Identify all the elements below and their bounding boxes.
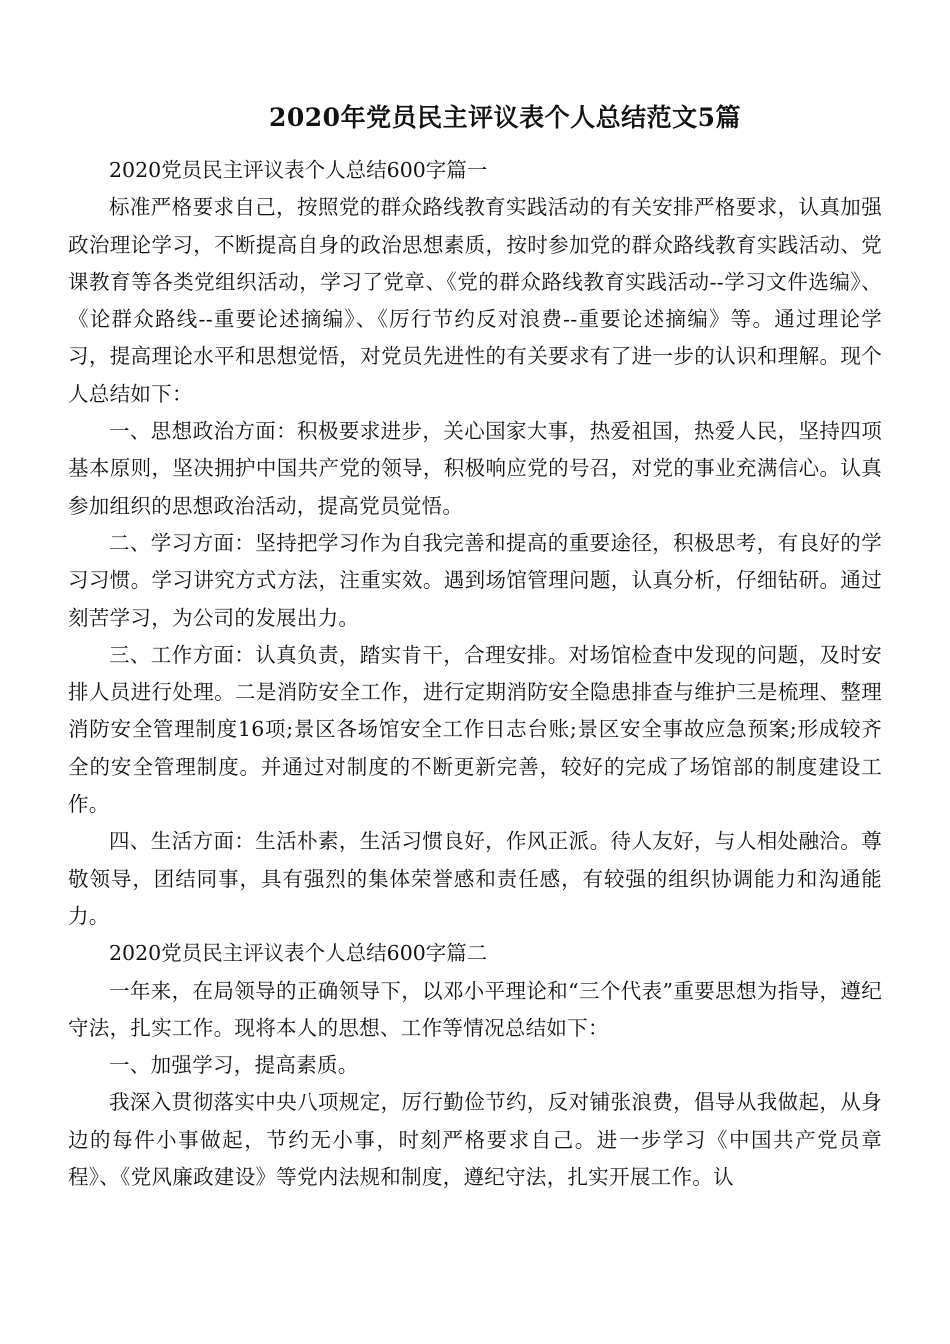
section-heading: 2020党员民主评议表个人总结600字篇一 [109, 158, 488, 182]
paragraph: 四、生活方面：生活朴素，生活习惯良好，作风正派。待人友好，与人相处融洽。尊敬领导，团结同事，具有强烈的集体荣誉感和责任感，有较强的组织协调能力和沟通能力。 [68, 829, 882, 928]
paragraph: 二、学习方面：坚持把学习作为自我完善和提高的重要途径，积极思考，有良好的学习习惯。学习讲究方式方法，注重实效。遇到场馆管理问题，认真分析，仔细钻研。通过刻苦学习，为公司的发展出力。 [68, 530, 882, 630]
document-body [68, 152, 882, 1196]
paragraph: 我深入贯彻落实中央八项规定，厉行勤俭节约，反对铺张浪费，倡导从我做起，从身边的每件小事做起，节约无小事，时刻严格要求自己。进一步学习《中国共产党员章程》、《党风廉政建设》等党内法规和制度，遵纪守法，扎实开展工作。认 [68, 1090, 882, 1190]
paragraph: 标准严格要求自己，按照党的群众路线教育实践活动的有关安排严格要求，认真加强政治理论学习，不断提高自身的政治思想素质，按时参加党的群众路线教育实践活动、党课教育等各类党组织活动，学习了党章、《党的群众路线教育实践活动--学习文件选编》、《论群众路线--重要论述摘编》、《厉行节约反对浪费--重要论述摘编》等。通过理论学习，提高理论水平和思想觉悟，对党员先进性的有关要求有了进一步的认识和理解。现个人总结如下： [68, 195, 882, 406]
paragraph: 一、思想政治方面：积极要求进步，关心国家大事，热爱祖国，热爱人民，坚持四项基本原则，坚决拥护中国共产党的领导，积极响应党的号召，对党的事业充满信心。认真参加组织的思想政治活动，提高党员觉悟。 [68, 419, 882, 518]
paragraph: 一年来，在局领导的正确领导下，以邓小平理论和“三个代表”重要思想为指导，遵纪守法，扎实工作。现将本人的思想、工作等情况总结如下： [68, 978, 882, 1040]
section-heading: 2020党员民主评议表个人总结600字篇二 [109, 941, 488, 966]
document-title: 2020年党员民主评议表个人总结范文5篇 [269, 103, 741, 132]
paragraph: 三、工作方面：认真负责，踏实肯干，合理安排。对场馆检查中发现的问题，及时安排人员进行处理。二是消防安全工作，进行定期消防安全隐患排查与维护三是梳理、整理消防安全管理制度16项;景区各场馆安全工作日志台账;景区安全事故应急预案;形成较齐全的安全管理制度。并通过对制度的不断更新完善，较好的完成了场馆部的制度建设工作。 [68, 642, 882, 817]
paragraph: 一、加强学习，提高素质。 [109, 1053, 359, 1078]
